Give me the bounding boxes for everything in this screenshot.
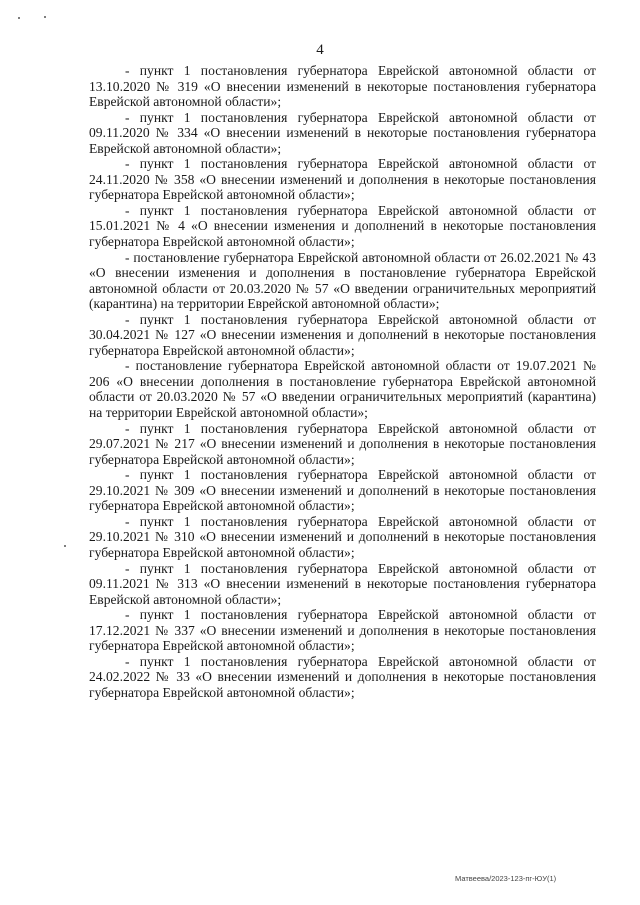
list-item: - пункт 1 постановления губернатора Еврейской автономной области от 29.10.2021 № 310 «О внесении изменений и дополнений в некоторые постановления губернатора Еврейской автономной области»; — [89, 513, 596, 560]
list-item: - пункт 1 постановления губернатора Еврейской автономной области от 17.12.2021 № 337 «О внесении изменений и дополнения в некоторые постановления губернатора Еврейской автономной области»; — [89, 607, 596, 654]
page-number: 4 — [316, 42, 324, 58]
list-item: - постановление губернатора Еврейской автономной области от 26.02.2021 № 43 «О внесении изменения и дополнения в постановление губернатора Еврейской автономной области от 20.03.2020 № 57 «О введении ограничительных мероприятий (карантина) на территории Еврейской автономной области»; — [89, 249, 596, 312]
list-item: - пункт 1 постановления губернатора Еврейской автономной области от 30.04.2021 № 127 «О внесении изменения и дополнений в некоторые постановления губернатора Еврейской автономной области»; — [89, 311, 596, 358]
list-item: - пункт 1 постановления губернатора Еврейской автономной области от 29.07.2021 № 217 «О внесении изменений и дополнения в некоторые постановления губернатора Еврейской автономной области»; — [89, 420, 596, 467]
list-item: - пункт 1 постановления губернатора Еврейской автономной области от 24.02.2022 № 33 «О внесении изменений и дополнения в некоторые постановления губернатора Еврейской автономной области»; — [89, 653, 596, 700]
list-item: - пункт 1 постановления губернатора Еврейской автономной области от 29.10.2021 № 309 «О внесении изменений и дополнений в некоторые постановления губернатора Еврейской автономной области»; — [89, 467, 596, 514]
scan-speck — [64, 545, 66, 547]
list-item: - пункт 1 постановления губернатора Еврейской автономной области от 15.01.2021 № 4 «О внесении изменения и дополнений в некоторые постановления губернатора Еврейской автономной области»; — [89, 202, 596, 250]
list-item: - пункт 1 постановления губернатора Еврейской автономной области от 09.11.2021 № 313 «О внесении изменений в некоторые постановления губернатора Еврейской автономной области»; — [89, 560, 596, 607]
list-item: - пункт 1 постановления губернатора Еврейской автономной области от 13.10.2020 № 319 «О внесении изменений в некоторые постановления губернатора Еврейской автономной области»; — [89, 63, 596, 110]
scan-speck — [18, 17, 20, 19]
scan-speck — [44, 16, 46, 18]
document-footer-code: Матвеева/2023-123-пг-ЮУ(1) — [455, 874, 557, 883]
list-item: - пункт 1 постановления губернатора Еврейской автономной области от 09.11.2020 № 334 «О внесении изменений в некоторые постановления губернатора Еврейской автономной области»; — [89, 109, 596, 156]
document-body — [89, 63, 596, 700]
list-item: - пункт 1 постановления губернатора Еврейской автономной области от 24.11.2020 № 358 «О внесении изменений и дополнения в некоторые постановления губернатора Еврейской автономной области»; — [89, 156, 596, 203]
list-item: - постановление губернатора Еврейской автономной области от 19.07.2021 № 206 «О внесении дополнения в постановление губернатора Еврейской автономной области от 20.03.2020 № 57 «О введении ограничительных мероприятий (карантина) на территории Еврейской автономной области»; — [89, 358, 596, 421]
